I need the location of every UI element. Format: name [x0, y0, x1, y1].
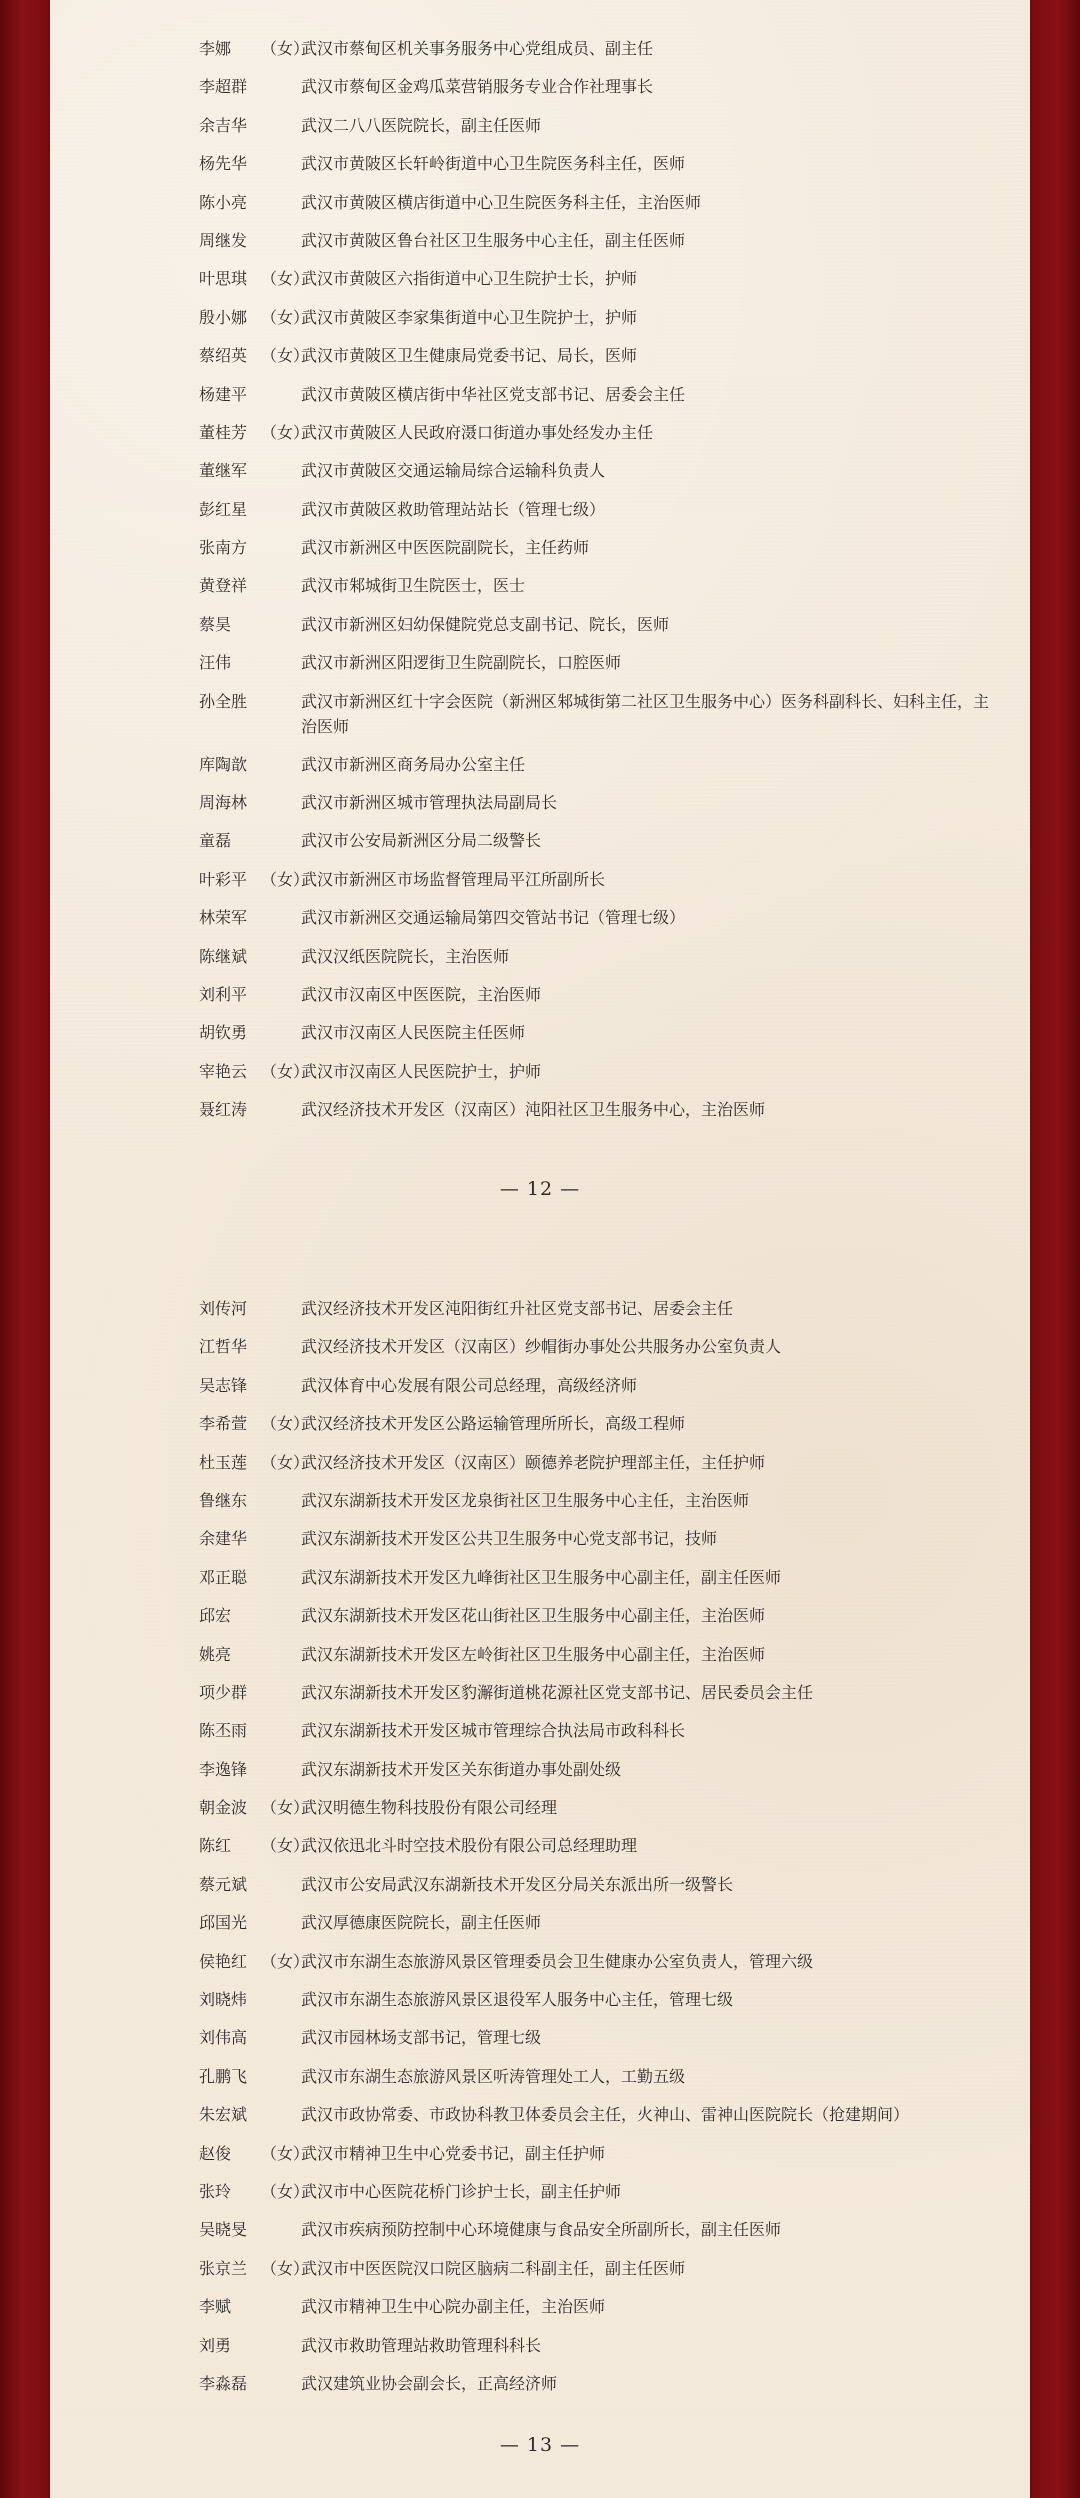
- position-description: 武汉市蔡甸区金鸡瓜菜营销服务专业合作社理事长: [301, 77, 654, 97]
- list-item: [50, 2333, 1030, 2358]
- position-description: 武汉市邾城街卫生院医士，医士: [301, 576, 526, 596]
- position-description: 武汉市汉南区人民医院护士，护师: [301, 1061, 542, 1081]
- list-item: [50, 1757, 1030, 1782]
- position-description: 武汉市汉南区中医医院，主治医师: [301, 984, 542, 1004]
- list-item: [50, 266, 1030, 291]
- list-item: [50, 1680, 1030, 1705]
- person-name: 侯艳红: [199, 1951, 248, 1971]
- person-name: 江哲华: [199, 1337, 248, 1357]
- gender-note: （女）: [261, 422, 310, 442]
- person-name: 李淼磊: [199, 2373, 248, 2393]
- list-item: [50, 1450, 1030, 1475]
- list-item: [50, 1526, 1030, 1551]
- gender-note: （女）: [261, 2143, 310, 2163]
- list-item: [50, 2179, 1030, 2204]
- person-name: 吴志锋: [199, 1375, 248, 1395]
- list-item: [50, 1565, 1030, 1590]
- person-name: 朝金波: [199, 1798, 248, 1818]
- person-name: 李逸锋: [199, 1759, 248, 1779]
- person-name: 林荣军: [199, 908, 248, 928]
- position-description: 武汉明德生物科技股份有限公司经理: [301, 1798, 558, 1818]
- person-name: 鲁继东: [199, 1490, 248, 1510]
- person-name: 蔡绍英: [199, 346, 248, 366]
- person-name: 项少群: [199, 1682, 248, 1702]
- list-item: [50, 650, 1030, 675]
- list-item: [50, 944, 1030, 969]
- person-name: 刘勇: [199, 2335, 232, 2355]
- gender-note: （女）: [261, 1061, 310, 1081]
- position-description: 武汉汉纸医院院长，主治医师: [301, 946, 510, 966]
- list-item: [50, 1020, 1030, 1045]
- person-name: 孔鹏飞: [199, 2066, 248, 2086]
- gender-note: （女）: [261, 307, 310, 327]
- position-description: 武汉市新洲区交通运输局第四交管站书记（管理七级）: [301, 908, 686, 928]
- person-name: 董桂芳: [199, 422, 248, 442]
- position-description: 武汉市黄陂区六指街道中心卫生院护士长，护师: [301, 269, 638, 289]
- position-description: 武汉市救助管理站救助管理科科长: [301, 2335, 542, 2355]
- list-item: [50, 1833, 1030, 1858]
- person-name: 彭红星: [199, 499, 248, 519]
- person-name: 黄登祥: [199, 576, 248, 596]
- list-item: [50, 612, 1030, 637]
- person-name: 朱宏斌: [199, 2105, 248, 2125]
- list-item: [50, 458, 1030, 483]
- document-paper[interactable]: [50, 0, 1030, 2498]
- list-item: [50, 790, 1030, 815]
- list-item: [50, 1718, 1030, 1743]
- person-name: 李超群: [199, 77, 248, 97]
- list-item: [50, 343, 1030, 368]
- person-name: 刘利平: [199, 984, 248, 1004]
- list-item: [50, 305, 1030, 330]
- page-number-13: — 13 —: [499, 2434, 581, 2456]
- position-description: 武汉市新洲区红十字会医院（新洲区邾城街第二社区卫生服务中心）医务科副科长、妇科主任，主治医师: [301, 691, 990, 736]
- position-description: 武汉市黄陂区长轩岭街道中心卫生院医务科主任，医师: [301, 154, 686, 174]
- position-description: 武汉市新洲区商务局办公室主任: [301, 754, 526, 774]
- position-description: 武汉市精神卫生中心院办副主任，主治医师: [301, 2297, 606, 2317]
- list-item: [50, 190, 1030, 215]
- position-description: 武汉东湖新技术开发区关东街道办事处副处级: [301, 1759, 622, 1779]
- person-name: 汪伟: [199, 653, 232, 673]
- position-description: 武汉市公安局武汉东湖新技术开发区分局关东派出所一级警长: [301, 1874, 734, 1894]
- position-description: 武汉经济技术开发区（汉南区）沌阳社区卫生服务中心，主治医师: [301, 1100, 766, 1120]
- person-name: 余建华: [199, 1529, 248, 1549]
- person-name: 余吉华: [199, 115, 248, 135]
- position-description: 武汉市新洲区市场监督管理局平江所副所长: [301, 869, 606, 889]
- position-description: 武汉东湖新技术开发区花山街社区卫生服务中心副主任，主治医师: [301, 1606, 766, 1626]
- list-item: [50, 2064, 1030, 2089]
- list-item: [50, 497, 1030, 522]
- position-description: 武汉市黄陂区李家集街道中心卫生院护士，护师: [301, 307, 638, 327]
- position-description: 武汉市中心医院花桥门诊护士长，副主任护师: [301, 2181, 622, 2201]
- person-name: 叶彩平: [199, 869, 248, 889]
- list-item: [50, 1059, 1030, 1084]
- position-description: 武汉市中医医院汉口院区脑病二科副主任，副主任医师: [301, 2258, 686, 2278]
- list-item: [50, 1334, 1030, 1359]
- position-description: 武汉市疾病预防控制中心环境健康与食品安全所副所长，副主任医师: [301, 2220, 782, 2240]
- position-description: 武汉经济技术开发区沌阳街红升社区党支部书记、居委会主任: [301, 1299, 734, 1318]
- person-name: 姚亮: [199, 1644, 232, 1664]
- list-item: [50, 2141, 1030, 2166]
- position-description: 武汉市黄陂区救助管理站站长（管理七级）: [301, 499, 606, 519]
- person-name: 叶思琪: [199, 269, 248, 289]
- person-name: 张京兰: [199, 2258, 248, 2278]
- list-item: [50, 151, 1030, 176]
- position-description: 武汉市东湖生态旅游风景区管理委员会卫生健康办公室负责人，管理六级: [301, 1951, 814, 1971]
- page-13-list: [50, 1296, 1030, 2409]
- gender-note: （女）: [261, 2258, 310, 2278]
- position-description: 武汉东湖新技术开发区左岭街社区卫生服务中心副主任，主治医师: [301, 1644, 766, 1664]
- position-description: 武汉市东湖生态旅游风景区退役军人服务中心主任，管理七级: [301, 1990, 734, 2010]
- list-item: [50, 1910, 1030, 1935]
- list-item: [50, 535, 1030, 560]
- position-description: 武汉东湖新技术开发区公共卫生服务中心党支部书记，技师: [301, 1529, 718, 1549]
- gender-note: （女）: [261, 346, 310, 366]
- gender-note: （女）: [261, 269, 310, 289]
- list-item: [50, 905, 1030, 930]
- person-name: 胡钦勇: [199, 1023, 248, 1043]
- person-name: 刘伟高: [199, 2028, 248, 2048]
- person-name: 陈丕雨: [199, 1721, 248, 1741]
- position-description: 武汉二八八医院院长，副主任医师: [301, 115, 542, 135]
- person-name: 宰艳云: [199, 1061, 248, 1081]
- person-name: 邱国光: [199, 1913, 248, 1933]
- list-item: [50, 36, 1030, 61]
- person-name: 吴晓旻: [199, 2220, 248, 2240]
- gender-note: （女）: [261, 2181, 310, 2201]
- list-item: [50, 1097, 1030, 1122]
- page-12-list: [50, 36, 1030, 1136]
- list-item: [50, 867, 1030, 892]
- gender-note: （女）: [261, 869, 310, 889]
- list-item: [50, 1411, 1030, 1436]
- person-name: 刘晓炜: [199, 1990, 248, 2010]
- position-description: 武汉市黄陂区横店街道中心卫生院医务科主任，主治医师: [301, 192, 702, 212]
- list-item: [50, 1949, 1030, 1974]
- person-name: 陈红: [199, 1836, 232, 1856]
- gender-note: （女）: [261, 1951, 310, 1971]
- gender-note: （女）: [261, 1414, 310, 1434]
- position-description: 武汉依迅北斗时空技术股份有限公司总经理助理: [301, 1836, 638, 1856]
- list-item: [50, 1795, 1030, 1820]
- list-item: [50, 2256, 1030, 2281]
- person-name: 李希萱: [199, 1414, 248, 1434]
- position-description: 武汉建筑业协会副会长，正高经济师: [301, 2373, 558, 2393]
- list-item: [50, 2025, 1030, 2050]
- list-item: [50, 382, 1030, 407]
- position-description: 武汉市园林场支部书记，管理七级: [301, 2028, 542, 2048]
- list-item: [50, 74, 1030, 99]
- list-item: [50, 1987, 1030, 2012]
- list-item: [50, 2294, 1030, 2319]
- list-item: [50, 828, 1030, 853]
- person-name: 周海林: [199, 793, 248, 813]
- position-description: 武汉市黄陂区交通运输局综合运输科负责人: [301, 461, 606, 481]
- list-item: [50, 1373, 1030, 1398]
- list-item: [50, 1872, 1030, 1897]
- position-description: 武汉经济技术开发区（汉南区）纱帽街办事处公共服务办公室负责人: [301, 1337, 782, 1357]
- page-number-12: — 12 —: [499, 1178, 581, 1200]
- person-name: 周继发: [199, 230, 248, 250]
- person-name: 蔡元斌: [199, 1874, 248, 1894]
- position-description: 武汉市政协常委、市政协科教卫体委员会主任，火神山、雷神山医院院长（抢建期间）: [301, 2105, 910, 2125]
- list-item: [50, 113, 1030, 138]
- position-description: 武汉市新洲区阳逻街卫生院副院长，口腔医师: [301, 653, 622, 673]
- person-name: 李赋: [199, 2297, 232, 2317]
- position-description: 武汉市公安局新洲区分局二级警长: [301, 831, 542, 851]
- person-name: 库陶歆: [199, 754, 248, 774]
- position-description: 武汉市新洲区城市管理执法局副局长: [301, 793, 558, 813]
- list-item: [50, 1603, 1030, 1628]
- list-item: [50, 2102, 1030, 2127]
- gender-note: （女）: [261, 39, 310, 58]
- person-name: 陈小亮: [199, 192, 248, 212]
- position-description: 武汉东湖新技术开发区豹澥街道桃花源社区党支部书记、居民委员会主任: [301, 1682, 814, 1702]
- position-description: 武汉市黄陂区卫生健康局党委书记、局长，医师: [301, 346, 638, 366]
- person-name: 陈继斌: [199, 946, 248, 966]
- person-name: 杨建平: [199, 384, 248, 404]
- person-name: 邱宏: [199, 1606, 232, 1626]
- position-description: 武汉市汉南区人民医院主任医师: [301, 1023, 526, 1043]
- person-name: 董继军: [199, 461, 248, 481]
- person-name: 孙全胜: [199, 691, 248, 711]
- list-item: [50, 752, 1030, 777]
- position-description: 武汉市黄陂区鲁台社区卫生服务中心主任，副主任医师: [301, 230, 686, 250]
- list-item: [50, 1296, 1030, 1321]
- list-item: [50, 573, 1030, 598]
- gender-note: （女）: [261, 1798, 310, 1818]
- person-name: 张玲: [199, 2181, 232, 2201]
- person-name: 张南方: [199, 538, 248, 558]
- position-description: 武汉市精神卫生中心党委书记，副主任护师: [301, 2143, 606, 2163]
- list-item: [50, 1642, 1030, 1667]
- person-name: 李娜: [199, 39, 232, 58]
- list-item: [50, 1488, 1030, 1513]
- person-name: 刘传河: [199, 1299, 248, 1318]
- person-name: 童磊: [199, 831, 232, 851]
- list-item: [50, 2371, 1030, 2396]
- position-description: 武汉市黄陂区人民政府滠口街道办事处经发办主任: [301, 422, 654, 442]
- list-item: [50, 982, 1030, 1007]
- position-description: 武汉市蔡甸区机关事务服务中心党组成员、副主任: [301, 39, 654, 58]
- position-description: 武汉厚德康医院院长，副主任医师: [301, 1913, 542, 1933]
- position-description: 武汉东湖新技术开发区城市管理综合执法局市政科科长: [301, 1721, 686, 1741]
- list-item: [50, 228, 1030, 253]
- position-description: 武汉东湖新技术开发区龙泉街社区卫生服务中心主任，主治医师: [301, 1490, 750, 1510]
- position-description: 武汉市新洲区中医医院副院长，主任药师: [301, 538, 590, 558]
- position-description: 武汉体育中心发展有限公司总经理，高级经济师: [301, 1375, 638, 1395]
- list-item: [50, 689, 1030, 739]
- person-name: 聂红涛: [199, 1100, 248, 1120]
- position-description: 武汉市黄陂区横店街中华社区党支部书记、居委会主任: [301, 384, 686, 404]
- gender-note: （女）: [261, 1452, 310, 1472]
- person-name: 赵俊: [199, 2143, 232, 2163]
- person-name: 蔡昊: [199, 614, 232, 634]
- person-name: 杜玉莲: [199, 1452, 248, 1472]
- person-name: 邓正聪: [199, 1567, 248, 1587]
- list-item: [50, 420, 1030, 445]
- person-name: 殷小娜: [199, 307, 248, 327]
- position-description: 武汉经济技术开发区（汉南区）颐德养老院护理部主任，主任护师: [301, 1452, 766, 1472]
- list-item: [50, 2217, 1030, 2242]
- gender-note: （女）: [261, 1836, 310, 1856]
- position-description: 武汉市新洲区妇幼保健院党总支副书记、院长，医师: [301, 614, 670, 634]
- position-description: 武汉市东湖生态旅游风景区听涛管理处工人，工勤五级: [301, 2066, 686, 2086]
- position-description: 武汉经济技术开发区公路运输管理所所长，高级工程师: [301, 1414, 686, 1434]
- position-description: 武汉东湖新技术开发区九峰街社区卫生服务中心副主任，副主任医师: [301, 1567, 782, 1587]
- person-name: 杨先华: [199, 154, 248, 174]
